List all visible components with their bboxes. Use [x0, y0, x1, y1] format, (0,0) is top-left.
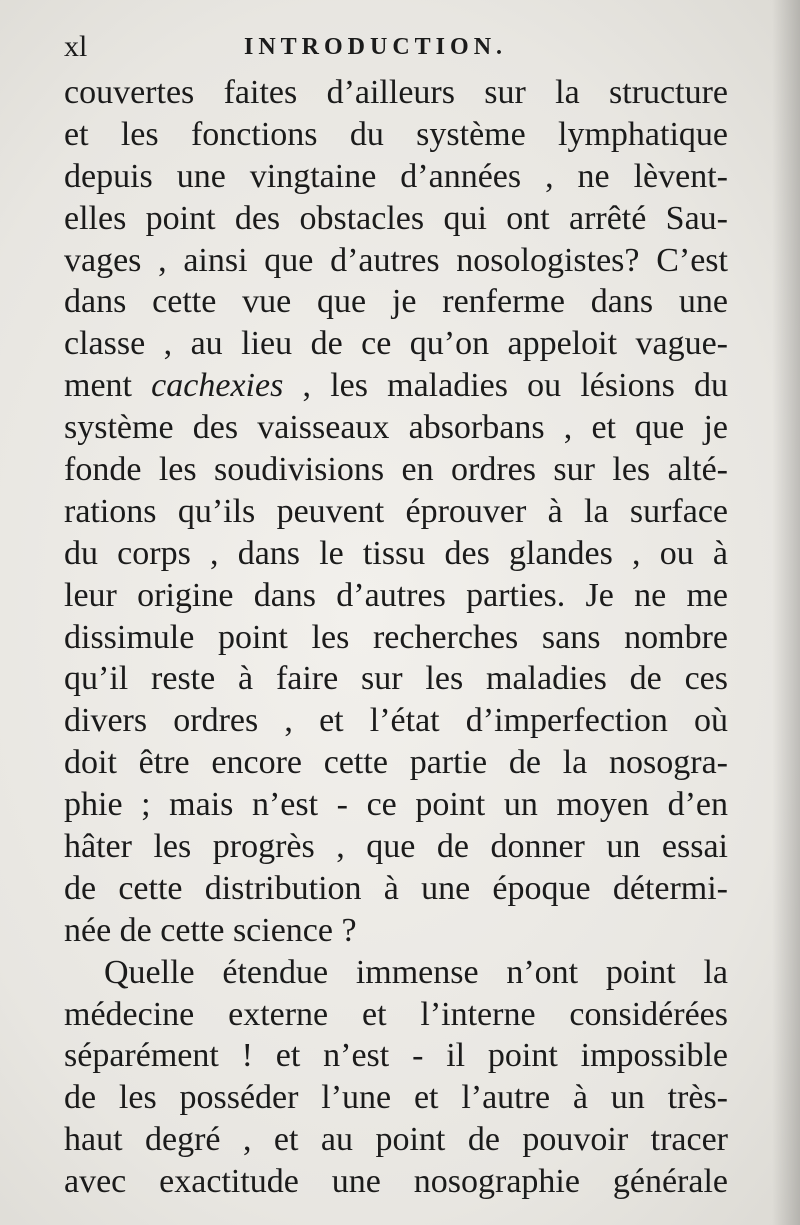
text-segment: ment — [64, 367, 152, 405]
text-line-with-italic — [64, 365, 728, 407]
text-line: qu’il reste à faire sur les maladies de ces — [64, 660, 728, 698]
text-line: dans cette vue que je renferme dans une — [64, 283, 728, 321]
text-line: elles point des obstacles qui ont arrêté Sau- — [64, 199, 728, 237]
text-line: de cette distribution à une époque détermi- — [64, 869, 728, 907]
page-header — [62, 28, 722, 68]
text-line: et les fonctions du système lymphatique — [64, 115, 728, 153]
running-head: INTRODUCTION. — [244, 34, 508, 60]
text-line: avec exactitude une nosographie générale — [64, 1163, 728, 1201]
text-segment: , les maladies ou lésions du — [283, 367, 728, 405]
text-line: couvertes faites d’ailleurs sur la structure — [64, 74, 728, 111]
text-line: Quelle étendue immense n’ont point la — [104, 953, 728, 991]
text-line: leur origine dans d’autres parties. Je ne me — [64, 576, 728, 614]
text-line: vages , ainsi que d’autres nosologistes? C’est — [64, 241, 728, 279]
text-line: doit être encore cette partie de la nosogra- — [64, 744, 728, 782]
text-line: système des vaisseaux absorbans , et que je — [64, 409, 728, 447]
text-line: hâter les progrès , que de donner un essai — [64, 828, 728, 866]
text-line: phie ; mais n’est - ce point un moyen d’en — [64, 786, 728, 824]
body-text — [64, 72, 728, 1203]
text-line: dissimule point les recherches sans nombre — [64, 618, 728, 656]
text-line: du corps , dans le tissu des glandes , ou à — [64, 534, 728, 572]
text-line: divers ordres , et l’état d’imperfection où — [64, 702, 728, 740]
text-line: née de cette science ? — [64, 911, 357, 949]
page-edge-shadow — [772, 0, 800, 1225]
text-line: classe , au lieu de ce qu’on appeloit vague- — [64, 325, 728, 363]
text-line: séparément ! et n’est - il point impossible — [64, 1037, 728, 1075]
italic-term: cachexies — [151, 367, 284, 405]
text-line: fonde les soudivisions en ordres sur les alté- — [64, 451, 728, 489]
text-line: rations qu’ils peuvent éprouver à la surface — [64, 492, 728, 530]
text-line: haut degré , et au point de pouvoir tracer — [64, 1121, 728, 1159]
text-line: médecine externe et l’interne considérées — [64, 995, 728, 1033]
text-line: depuis une vingtaine d’années , ne lèvent- — [64, 157, 728, 195]
text-line: de les posséder l’une et l’autre à un très- — [64, 1079, 728, 1117]
page-number: xl — [64, 30, 88, 63]
